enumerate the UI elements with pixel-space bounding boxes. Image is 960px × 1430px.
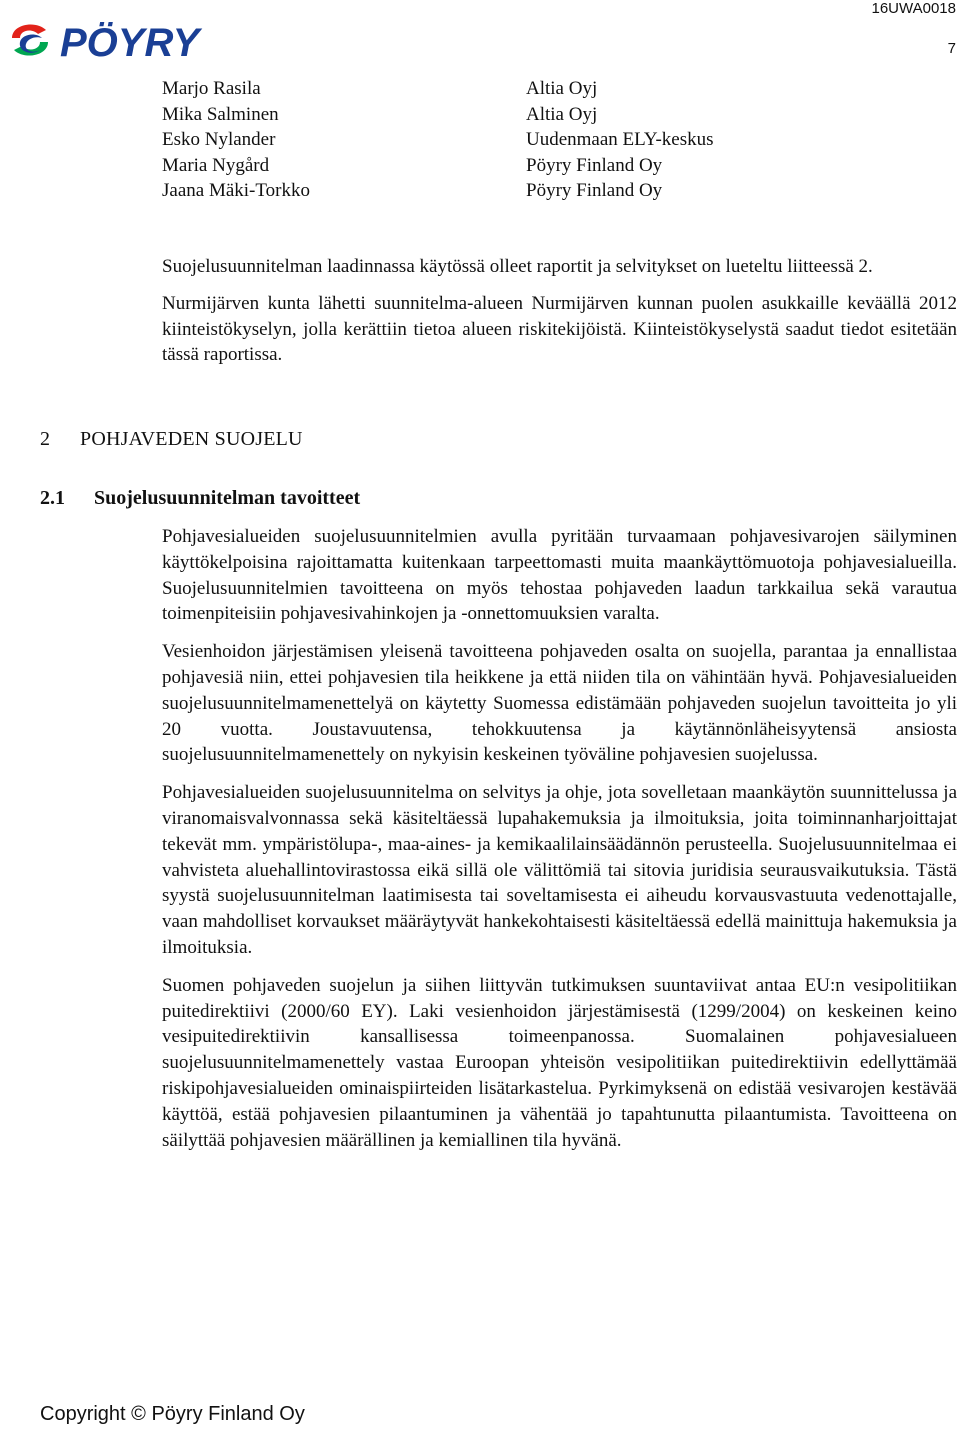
participant-name: Marjo Rasila xyxy=(162,78,261,99)
participant-organization: Altia Oyj xyxy=(526,78,598,99)
participant-organization: Uudenmaan ELY-keskus xyxy=(526,129,714,151)
subsection-title: Suojelusuunnitelman tavoitteet xyxy=(94,487,361,509)
participant-row xyxy=(162,153,862,179)
participant-row xyxy=(162,76,862,102)
intro-paragraph-survey: Nurmijärven kunta lähetti suunnitelma-alueen Nurmijärven kunnan puolen asukkaille keväällä 2012 kiinteistökyselyn, jolla kerättiin tietoa alueen riskitekijöistä. Kiinteistökyselystä saadut tiedot esitetään tässä raportissa. xyxy=(162,292,957,366)
participant-organization: Altia Oyj xyxy=(526,103,598,125)
intro-text xyxy=(162,254,957,368)
body-paragraph: Pohjavesialueiden suojelusuunnitelmien avulla pyritään turvaamaan pohjavesivarojen säilyminen käyttökelpoisina rajoittamatta kuitenkaan tarpeettomasti muita maankäyttömuotoja pohjavesialueilla. Suojelusuunnitelmien tavoitteena on myös tehostaa pohjaveden laadun tarkkailua sekä varautua toimenpiteisiin pohjavesivahinkojen ja -onnettomuuksien varalta. xyxy=(162,526,957,625)
logo-wordmark: PÖYRY xyxy=(60,21,200,64)
section-title: POHJAVEDEN SUOJELU xyxy=(80,428,303,450)
participant-name: Mika Salminen xyxy=(162,103,279,125)
participant-name: Jaana Mäki-Torkko xyxy=(162,180,310,202)
logo-swirl-green xyxy=(14,42,48,56)
section-number: 2 xyxy=(40,428,51,450)
poyry-logo xyxy=(6,16,250,64)
section-body xyxy=(162,524,957,1153)
document-code: 16UWA0018 xyxy=(871,0,956,17)
participant-row xyxy=(162,178,862,204)
participant-organization: Pöyry Finland Oy xyxy=(526,180,663,202)
participant-organization: Pöyry Finland Oy xyxy=(526,154,663,176)
poyry-logo-graphic xyxy=(6,16,250,64)
participants-list xyxy=(162,76,862,204)
body-paragraph: Suomen pohjaveden suojelun ja siihen liittyvän tutkimuksen suuntaviivat antaa EU:n vesipolitiikan puitedirektiivi (2000/60 EY). Laki vesienhoidon järjestämisestä (1299/2004) on keskeinen keino vesipuitedirektiivin kansallisessa toimeenpanossa. Suomalainen pohjavesialueen suojelusuunnitelmamenettely vastaa Euroopan yhteisön vesipolitiikan puitedirektiivin edellyttämää riskipohjavesialueiden ominaispiirteiden lisätarkastelua. Pyrkimyksenä on edistää vesivarojen kestävää käyttöä, estää pohjavesien pilaantuminen ja vähentää jo tapahtunutta pilaantumista. Tavoitteena on säilyttää pohjavesien määrällinen ja kemiallinen tila hyvänä. xyxy=(162,974,957,1151)
copyright-footer: Copyright © Pöyry Finland Oy xyxy=(40,1403,305,1425)
participant-row xyxy=(162,102,862,128)
subsection-heading xyxy=(40,487,360,510)
participant-row xyxy=(162,127,862,153)
page-number: 7 xyxy=(947,40,956,57)
intro-paragraph-reports: Suojelusuunnitelman laadinnassa käytössä olleet raportit ja selvitykset on lueteltu liitteessä 2. xyxy=(162,256,873,277)
participant-name: Esko Nylander xyxy=(162,129,276,151)
body-paragraph: Vesienhoidon järjestämisen yleisenä tavoitteena pohjaveden osalta on suojella, parantaa ja ennallistaa pohjavesiä niin, ettei pohjavesien tila heikkene ja että niiden tila on vähintään hyvä. Pohjavesialueiden suojelusuunnitelmamenettelyä on käytetty Suomessa edistämään pohjaveden suojelun tavoitteita jo yli 20 vuotta. Joustavuutensa, tehokkuutensa ja käytännönläheisyytensä ansiosta suojelusuunnitelmamenettely on nykyisin keskeinen työväline pohjavesien suojelussa. xyxy=(162,641,957,766)
subsection-number: 2.1 xyxy=(40,487,65,509)
body-paragraph: Pohjavesialueiden suojelusuunnitelma on selvitys ja ohje, jota sovelletaan maankäytön suunnittelussa ja viranomaisvalvonnassa sekä käsiteltäessä lupahakemuksia ja ilmoituksia, joita toiminnanharjoittajat tekevät mm. ympäristölupa-, maa-aines- ja kemikaalilainsäädännön perusteella. Suojelusuunnitelmaa ei vahvisteta aluehallintovirastossa eikä sillä ole välittömiä tai sitovia juridisia seurausvaikutuksia. Tästä syystä suojelusuunnitelman laatimisesta tai soveltamisesta ei aiheudu korvausvastuuta vedenottajalle, vaan mahdolliset korvaukset määräytyvät hankekohtaisesti käsiteltäessä edellä mainittuja hakemuksia ja ilmoituksia. xyxy=(162,782,957,958)
participant-name: Maria Nygård xyxy=(162,154,270,176)
section-heading xyxy=(40,428,303,451)
